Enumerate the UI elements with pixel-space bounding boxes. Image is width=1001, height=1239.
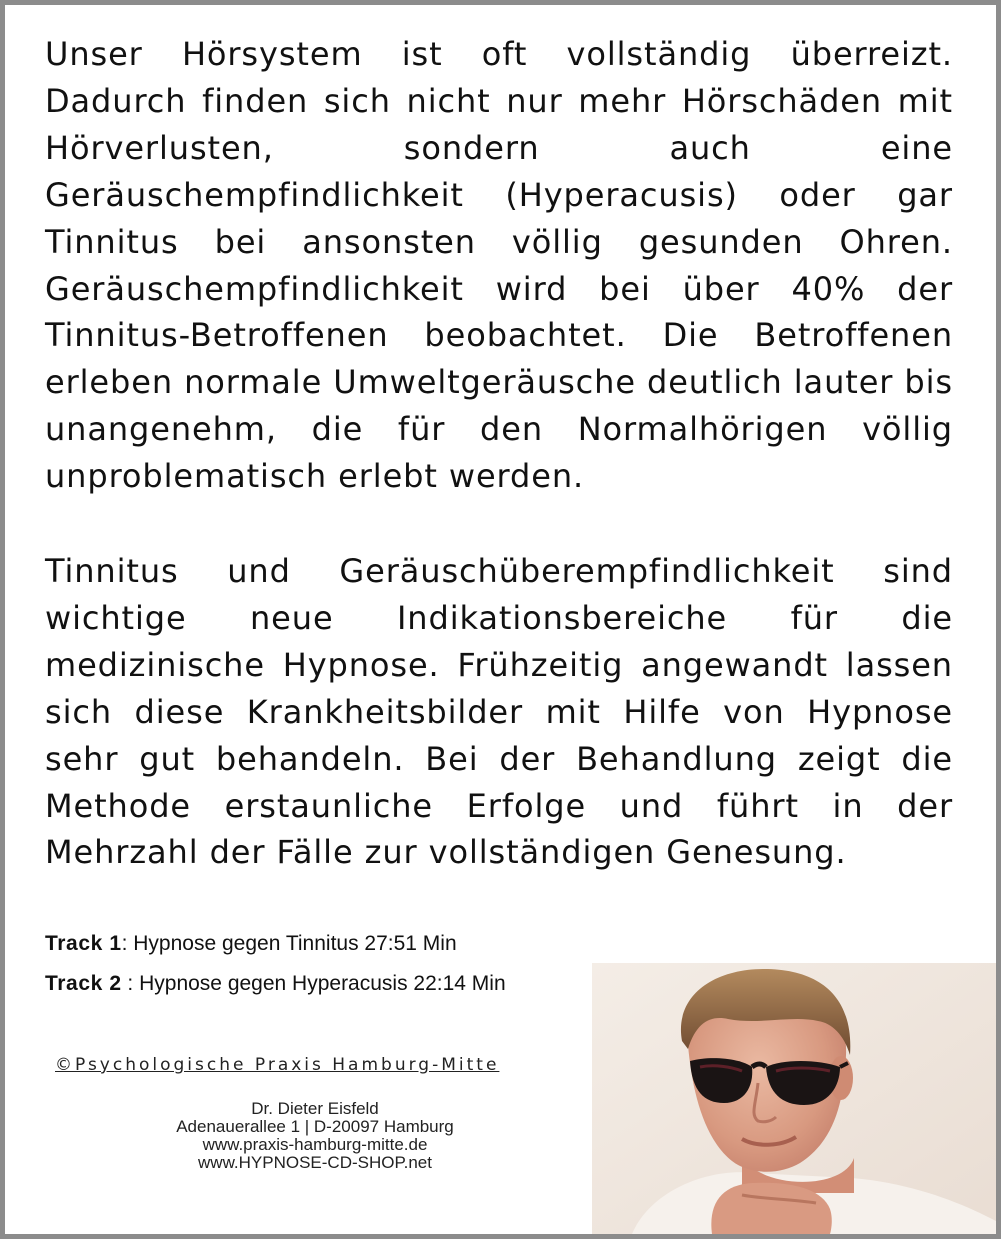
website-link-praxis: www.praxis-hamburg-mitte.de: [202, 1135, 428, 1154]
copyright-notice: ©Psychologische Praxis Hamburg-Mitte: [55, 1055, 500, 1075]
track-2-description: : Hypnose gegen Hyperacusis 22:14 Min: [121, 972, 506, 995]
website-link-shop: www.HYPNOSE-CD-SHOP.net: [198, 1153, 432, 1172]
track-2-line: [45, 972, 506, 996]
address-block: [120, 1100, 510, 1172]
track-1-description: : Hypnose gegen Tinnitus 27:51 Min: [121, 932, 457, 955]
street-address: Adenauerallee 1 | D-20097 Hamburg: [176, 1117, 454, 1136]
track-1-label: Track 1: [45, 932, 122, 955]
intro-paragraph: Unser Hörsystem ist oft vollständig überreizt. Dadurch finden sich nicht nur mehr Hörschäden mit Hörverlusten, sondern auch eine Geräuschempfindlichkeit (Hyperacusis) oder gar Tinnitus bei ansonsten völlig gesunden Ohren. Geräuschempfindlichkeit wird bei über 40% der Tinnitus-Betroffenen beobachtet. Die Betroffenen erleben normale Umweltgeräusche deutlich lauter bis unangenehm, die für den Normalhörigen völlig unproblematisch erlebt werden.: [45, 35, 953, 496]
treatment-paragraph: Tinnitus und Geräuschüberempfindlichkeit sind wichtige neue Indikationsbereiche für die medizinische Hypnose. Frühzeitig angewandt lassen sich diese Krankheitsbilder mit Hilfe von Hypnose sehr gut behandeln. Bei der Behandlung zeigt die Methode erstaunliche Erfolge und führt in der Mehrzahl der Fälle zur vollständigen Genesung.: [45, 552, 953, 872]
track-2-label: Track 2: [45, 972, 122, 995]
author-portrait: [592, 963, 996, 1234]
track-1-line: [45, 932, 457, 956]
author-name: Dr. Dieter Eisfeld: [251, 1099, 379, 1118]
